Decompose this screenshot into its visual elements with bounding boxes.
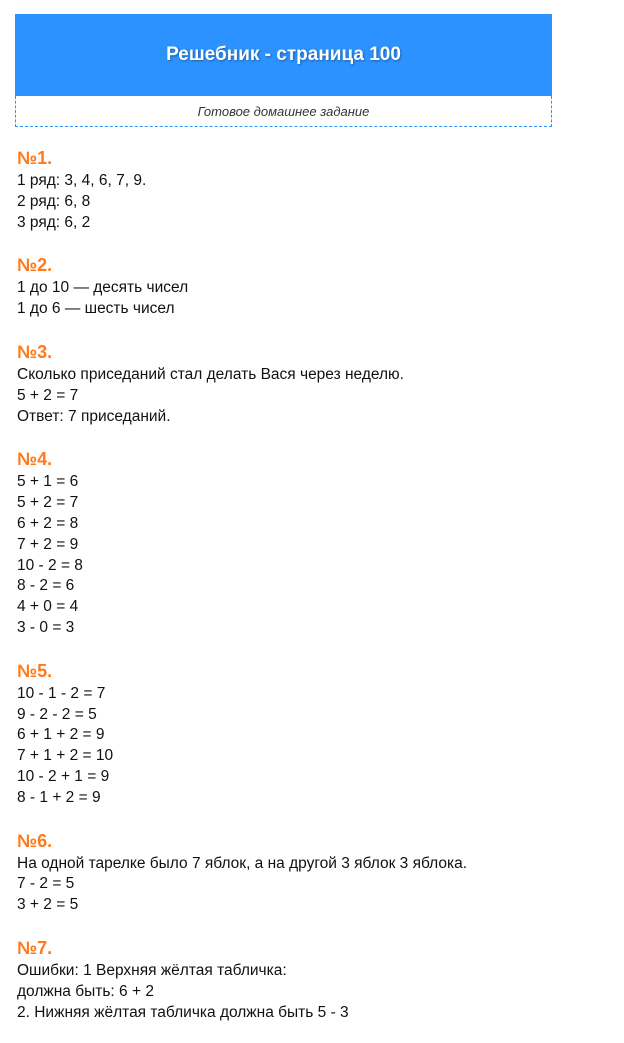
- task-line: 10 - 2 = 8: [17, 556, 83, 574]
- task-line: 7 + 1 + 2 = 10: [17, 747, 114, 765]
- task-line: 5 + 2 = 7: [17, 494, 79, 512]
- task-number: №5.: [17, 660, 53, 681]
- task-line: 7 - 2 = 5: [17, 875, 75, 893]
- task-2: [17, 253, 607, 320]
- task-number: №2.: [17, 255, 53, 276]
- task-4: [17, 447, 607, 638]
- page-header: [15, 14, 552, 96]
- task-1: [17, 146, 607, 233]
- task-number: №3.: [17, 341, 53, 362]
- page-subheader: [15, 96, 552, 127]
- task-7: [17, 936, 607, 1023]
- task-line: 8 - 2 = 6: [17, 577, 75, 595]
- task-number: №6.: [17, 830, 53, 851]
- task-line: 10 - 2 + 1 = 9: [17, 767, 110, 785]
- task-3: [17, 340, 607, 427]
- task-line: 8 - 1 + 2 = 9: [17, 788, 101, 806]
- task-line: должна быть: 6 + 2: [17, 982, 154, 1000]
- task-5: [17, 659, 607, 809]
- task-line: 4 + 0 = 4: [17, 598, 79, 616]
- task-line: 7 + 2 = 9: [17, 535, 79, 553]
- solutions-content: [17, 146, 607, 1043]
- task-line: 6 + 1 + 2 = 9: [17, 726, 105, 744]
- task-number: №1.: [17, 148, 53, 168]
- task-6: [17, 829, 607, 916]
- task-line: 6 + 2 = 8: [17, 514, 79, 532]
- task-line: 1 до 10 — десять чисел: [17, 279, 189, 297]
- task-line: Ответ: 7 приседаний.: [17, 407, 171, 425]
- task-line: 3 + 2 = 5: [17, 896, 79, 914]
- task-line: 1 до 6 — шесть чисел: [17, 300, 175, 318]
- task-line: 2. Нижняя жёлтая табличка должна быть 5 - 3: [17, 1003, 349, 1021]
- page-title: Решебник - страница 100: [166, 44, 401, 65]
- task-line: 10 - 1 - 2 = 7: [17, 684, 106, 702]
- task-number: №4.: [17, 449, 53, 470]
- task-line: 5 + 2 = 7: [17, 386, 79, 404]
- task-number: №7.: [17, 937, 53, 958]
- task-line: 1 ряд: 3, 4, 6, 7, 9.: [17, 172, 147, 189]
- page-subtitle: Готовое домашнее задание: [197, 103, 370, 119]
- task-line: 9 - 2 - 2 = 5: [17, 705, 97, 723]
- task-line: На одной тарелке было 7 яблок, а на другой 3 яблок 3 яблока.: [17, 854, 468, 872]
- task-line: 3 - 0 = 3: [17, 618, 75, 636]
- task-line: Сколько приседаний стал делать Вася через неделю.: [17, 365, 404, 383]
- task-line: 3 ряд: 6, 2: [17, 213, 91, 231]
- task-line: 5 + 1 = 6: [17, 473, 79, 491]
- task-line: Ошибки: 1 Верхняя жёлтая табличка:: [17, 961, 287, 979]
- task-line: 2 ряд: 6, 8: [17, 192, 91, 210]
